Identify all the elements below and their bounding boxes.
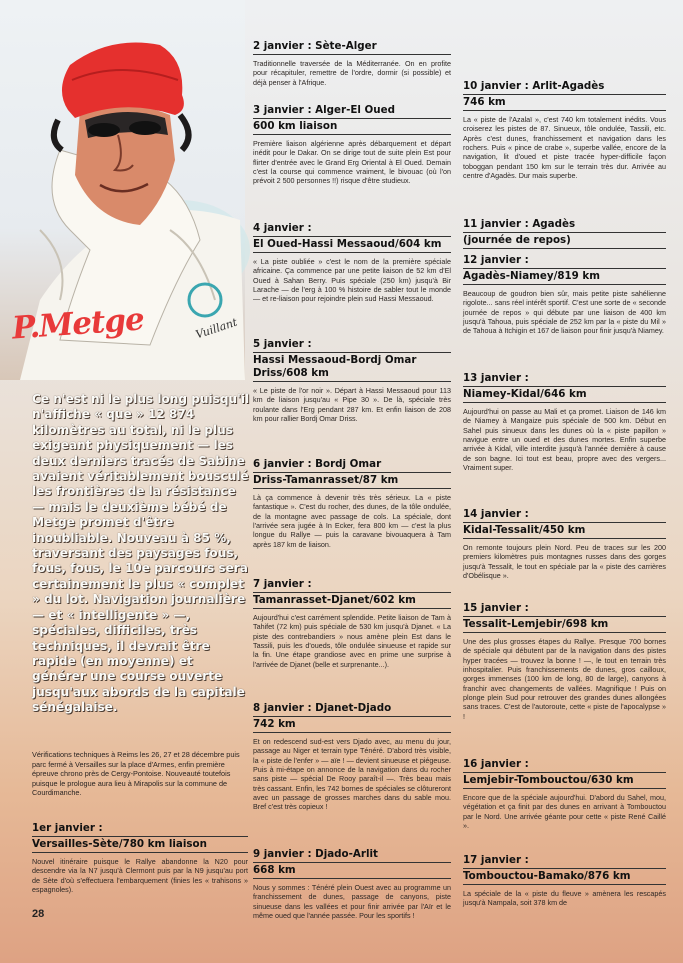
stage-2 <box>253 40 451 95</box>
stage-5 <box>253 338 451 431</box>
stage-text: Première liaison algérienne après débarquement et départ inédit pour le Dakar. On se dirige tout de suite plein Est pour flirter d'entrée avec le Grand Erg Oriental à El Oued. Demain c'est la course qui commence vraiment, le bivouac (où l'on prévoit 2 500 personnes !!) risque d'être studieux. <box>253 139 451 186</box>
stage-9 <box>253 848 451 919</box>
stage-subheading: El Oued-Hassi Messaoud/604 km <box>253 238 451 253</box>
stage-subheading: Hassi Messaoud-Bordj Omar Driss/608 km <box>253 354 451 382</box>
page-number: 28 <box>32 908 45 920</box>
stage-heading: 16 janvier : <box>463 758 666 773</box>
stage-subheading: Agadès-Niamey/819 km <box>463 270 666 285</box>
stage-4 <box>253 222 451 312</box>
stage-heading: 9 janvier : Djado-Arlit <box>253 848 451 863</box>
stage-subheading: Kidal-Tessalit/450 km <box>463 524 666 539</box>
stage-heading: 3 janvier : Alger-El Oued <box>253 104 451 119</box>
stage-text: Là ça commence à devenir très très sérieux. La « piste fantastique ». C'est du rocher, des dunes, de la tôle ondulée, de la montagne avec passage de cols. La spéciale, dont l'arrivée sera jugée à In Ecker, fera 800 km — c'est la plus longue du Rallye — puis la caravane bivouaquera à Tam après 187 km de liaison. <box>253 493 451 549</box>
stage-text: Beaucoup de goudron bien sûr, mais petite piste sahélienne rigolote... sans réel intérêt sportif. C'est une sorte de « seconde journée de repos » qui débute par une liaison de 400 km jusqu'à Tahoua, puis spéciale de 252 km par la « piste du Mil » de Tahoua à Itchigin et 167 de liaison pour finir jusqu'à Niamey. <box>463 289 666 336</box>
stage-heading: 14 janvier : <box>463 508 666 523</box>
stage-subheading: 742 km <box>253 718 451 733</box>
lede-paragraph: Ce n'est ni le plus long puisqu'il n'affiche « que » 12 874 kilomètres au total, ni le plus exigeant physiquement — les deux derniers tracés de Sabine avaient véritablement bousculé les frontières de la résistance — mais le deuxième bébé de Metge promet d'être inoubliable. Nouveau à 85 %, traversant des paysages fous, fous, fous, le 10e parcours sera certainement le plus « complet » du lot. Navigation journalière — et « intelligente » —, spéciales, difficiles, très techniques, il devrait être rapide (en moyenne) et générer une course ouverte jusqu'aux abords de la capitale sénégalaise. <box>32 392 250 715</box>
stage-10 <box>463 80 666 188</box>
stage-subheading: 746 km <box>463 96 666 111</box>
stage-subheading: Driss-Tamanrasset/87 km <box>253 474 451 489</box>
stage-heading: 8 janvier : Djanet-Djado <box>253 702 451 717</box>
stage-heading: 17 janvier : <box>463 854 666 869</box>
stage-text: « Le piste de l'or noir ». Départ à Hassi Messaoud pour 113 km de liaison jusqu'au « Pipe 30 ». De là, spéciale très roulante dans l'Erg pendant 287 km. Et enfin liaison de 208 km pour rallier Bordj Omar Driss. <box>253 386 451 424</box>
stage-heading: 4 janvier : <box>253 222 451 237</box>
stage-text: Et on redescend sud-est vers Djado avec, au menu du jour, passage au Niger et terrain type Ténéré. D'abord très visible, la « piste de l'enfer » — aïe ! — devient sinueuse et piégeuse. Puis à mi-étape on annonce de la navigation dans du rocher sans piste — spécial De Rooy paraît-il —. Très beau mais très cassant. Enfin, les 742 bornes de spéciales se clôtureront avec un passage de grosses marches dans du sable mou. Bref c'est très copieux ! <box>253 737 451 812</box>
stage-subheading: Niamey-Kidal/646 km <box>463 388 666 403</box>
stage-3 <box>253 104 451 194</box>
stage-text: On remonte toujours plein Nord. Peu de traces sur les 200 premiers kilomètres puis montagnes russes dans des gorges jusqu'à Tessalit, le tout en spéciale par la « piste des carrières d'Obélisque ». <box>463 543 666 581</box>
stage-text: La « piste de l'Azalaï », c'est 740 km totalement inédits. Vous croiserez les pistes de 87. Sinueux, tôle ondulée, Tassili, etc. Après c'est dunes, franchissement et navigation dans les rochers. Puis « pince de crabe », superbe vallée, encore de la navigation, lit d'oued et piste tracée hyper-difficile façon toboggan pendant 150 km sur le terrain très dur. Arrivée au centre d'Agadès. Dur mais superbe. <box>463 115 666 181</box>
stage-subheading: (journée de repos) <box>463 234 666 249</box>
stage-16 <box>463 758 666 838</box>
technical-checks-paragraph: Vérifications techniques à Reims les 26, 27 et 28 décembre puis parc fermé à Versailles sur la place d'Armes, enfin première épreuve chrono près de Cergy-Pontoise. Nouveauté toutefois puisque le prologue aura lieu à Mirapolis sur la commune de Courdimanche. <box>32 750 240 798</box>
stage-text: Encore que de la spéciale aujourd'hui. D'abord du Sahel, mou, végétation et ça finit par des dunes en arrivant à Tombouctou par le Nord. Une arrivée géante pour cette « piste René Caillé ». <box>463 793 666 831</box>
stage-text: Aujourd'hui c'est carrément splendide. Petite liaison de Tam à Tahifet (72 km) puis spéciale de 530 km jusqu'à Djanet. « La piste des contrebandiers » nous amène plein Est dans le Tassili, puis les d'oueds, tôle ondulée sinueuse et rapide sur la fin. Une étape grandiose avec en prime une surprise à l'arrivée de Djanet (belle et surprenante...). <box>253 613 451 669</box>
stage-heading: 6 janvier : Bordj Omar <box>253 458 451 473</box>
stage-heading: 15 janvier : <box>463 602 666 617</box>
stage-subheading: Versailles-Sète/780 km liaison <box>32 838 248 853</box>
stage-1 <box>32 822 248 902</box>
stage-heading: 2 janvier : Sète-Alger <box>253 40 451 55</box>
stage-heading: 11 janvier : Agadès <box>463 218 666 233</box>
stage-text: Une des plus grosses étapes du Rallye. Presque 700 bornes de spéciale qui débutent par de la navigation dans des pistes hyper tracées — trouvez la bonne ! —, le tout en terrain très inhospitalier. Puis franchissements de dunes, gros cailloux, gorges immenses (100 km de long, 80 de large), canyons à franchir avec changements de vallées. Magnifique ! Puis on plonge plein Sud pour retrouver des grandes dunes allongées sans traces. C'est de l'autoroute, cette « piste de l'apocalypse » ! <box>463 637 666 721</box>
stage-text: Nouvel itinéraire puisque le Rallye abandonne la N20 pour descendre via la N7 jusqu'à Clermont puis par la N9 jusqu'au port de Sète d'où s'effectuera l'embarquement (finies les « trahisons » espagnoles). <box>32 857 248 895</box>
stage-15 <box>463 602 666 729</box>
stage-11 <box>463 218 666 253</box>
stage-text: La spéciale de la « piste du fleuve » amènera les rescapés jusqu'à Nampala, soit 378 km de <box>463 889 666 908</box>
stage-17 <box>463 854 666 916</box>
stage-subheading: 600 km liaison <box>253 120 451 135</box>
stage-heading: 7 janvier : <box>253 578 451 593</box>
stage-subheading: Tamanrasset-Djanet/602 km <box>253 594 451 609</box>
stage-7 <box>253 578 451 677</box>
stage-8 <box>253 702 451 820</box>
stage-heading: 12 janvier : <box>463 254 666 269</box>
stage-text: Aujourd'hui on passe au Mali et ça promet. Liaison de 146 km de Niamey à Mangaize puis spéciale de 500 km. Début en Sahel puis sinueux dans les dunes où la « piste papillon » navigue entre un oued et des dunes mortes. Enfin superbe arrivée à Kidal, ville interdite jusqu'à l'année dernière à cause de son bagne. Ici tout est beau, propre avec des vergers... Vraiment super. <box>463 407 666 473</box>
stage-6 <box>253 458 451 557</box>
stage-text: « La piste oubliée » c'est le nom de la première spéciale africaine. Ça commence par une petite liaison de 52 km d'El Oued à Sahan Berry. Puis spéciale (250 km) jusqu'à Bir Larache — de l'erg à 100 % histoire de sabler tout le monde — et re-liaison pour rejoindre plein sud Hassi Messaoud. <box>253 257 451 304</box>
stage-subheading: 668 km <box>253 864 451 879</box>
stage-heading: 10 janvier : Arlit-Agadès <box>463 80 666 95</box>
stage-14 <box>463 508 666 588</box>
signature-metge: P.Metge <box>10 301 145 347</box>
stage-text: Nous y sommes : Ténéré plein Ouest avec au programme un franchissement de dunes, passage de canyons, piste sinueuse dans les vallées et pour finir arrivée par l'Aïr et le même oued que l'année passée. Pour les sportifs ! <box>253 883 451 921</box>
stage-subheading: Tessalit-Lemjebir/698 km <box>463 618 666 633</box>
stage-heading: 13 janvier : <box>463 372 666 387</box>
stage-heading: 5 janvier : <box>253 338 451 353</box>
stage-heading: 1er janvier : <box>32 822 248 837</box>
stage-subheading: Tombouctou-Bamako/876 km <box>463 870 666 885</box>
artist-signature: Vuillant <box>194 315 239 342</box>
stage-12 <box>463 254 666 344</box>
cover-illustration <box>0 0 245 380</box>
stage-subheading: Lemjebir-Tombouctou/630 km <box>463 774 666 789</box>
stage-text: Traditionnelle traversée de la Méditerranée. On en profite pour récapituler, remettre de l'ordre, dormir (si possible) et déjà penser à l'Afrique. <box>253 59 451 87</box>
stage-13 <box>463 372 666 480</box>
